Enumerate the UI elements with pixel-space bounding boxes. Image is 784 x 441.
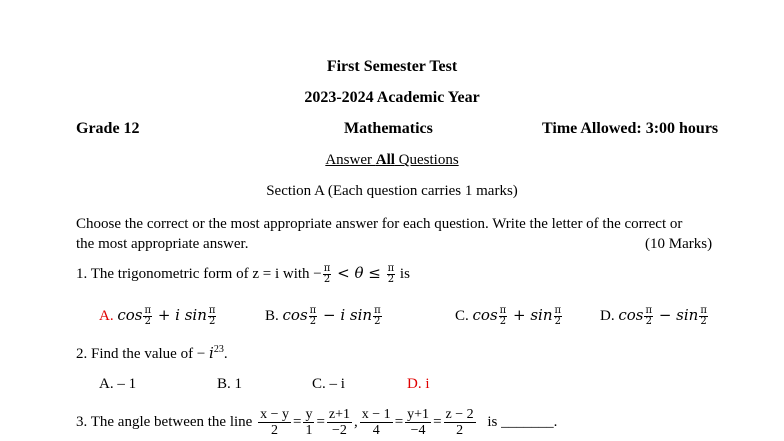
intro-marks: (10 Marks)	[645, 236, 713, 252]
grade-label: Grade 12	[76, 120, 140, 137]
question-2-stem: 2. Find the value of − $i^{23}$.	[76, 344, 228, 362]
q1-option-a-letter: A.	[99, 308, 114, 324]
q3-frac-2: $\frac{y}{1}$	[305, 407, 313, 438]
q3-frac-3: $\frac{z+1}{-2}$	[328, 407, 351, 438]
q2-option-a: A. – 1	[99, 376, 137, 392]
question-1-stem	[76, 264, 410, 285]
instruction-prefix: Answer	[325, 152, 376, 168]
q1-frac-upper: $\frac{\pi}{2}$	[387, 263, 395, 286]
instruction-suffix: Questions	[394, 152, 459, 168]
q1-frac-lower: $\frac{\pi}{2}$	[323, 263, 331, 286]
q1-theta: < θ ≤	[332, 264, 386, 282]
q1-option-b: B. cos $\frac{\pi}{2}$ − i sin $\frac{\pi}{2}$	[265, 305, 381, 328]
subject-label: Mathematics	[344, 120, 433, 137]
instruction	[0, 152, 784, 169]
q3-frac-1: $\frac{x - y}{2}$	[260, 407, 289, 438]
q2-option-b: B. 1	[217, 376, 243, 392]
question-3-stem: 3. The angle between the line $\frac{x - y}{2}$ = $\frac{y}{1}$ = $\frac{z+1}{-2}$ , $\frac{x - 1}{4}$ = $\frac{y+1}{-4}$ = $\frac{z - 2}{2}$ is _______.	[76, 407, 558, 438]
q1-option-a: A. cos $\frac{\pi}{2}$ + i sin $\frac{\pi}{2}$	[99, 305, 216, 328]
q3-frac-6: $\frac{z - 2}{2}$	[445, 407, 474, 438]
time-allowed: Time Allowed: 3:00 hours	[542, 120, 719, 137]
q3-blank: _______.	[501, 413, 558, 430]
instruction-bold: All	[375, 152, 395, 168]
q1-prefix: 1. The trigonometric form of z = i with −	[76, 266, 322, 282]
intro-line-2: the most appropriate answer.	[76, 236, 249, 252]
q2-prefix: 2. Find the value of −	[76, 346, 210, 362]
intro-line-1: Choose the correct or the most appropriate answer for each question. Write the letter of the correct or	[76, 216, 683, 232]
q3-frac-5: $\frac{y+1}{-4}$	[407, 407, 430, 438]
section-heading: Section A (Each question carries 1 marks)	[266, 183, 518, 199]
q1-option-c: C. cos $\frac{\pi}{2}$ + sin $\frac{\pi}{2}$	[455, 305, 562, 328]
q1-option-c-letter: C.	[455, 308, 469, 324]
q2-option-c: C. – i	[312, 376, 345, 392]
q2-option-d: D. i	[407, 376, 430, 392]
q1-option-d-letter: D.	[600, 308, 615, 324]
q1-suffix: is	[396, 266, 410, 282]
q2-exponent: 23	[213, 344, 224, 355]
title: First Semester Test	[326, 58, 458, 75]
q1-option-b-letter: B.	[265, 308, 279, 324]
q1-option-d: D. cos $\frac{\pi}{2}$ − sin $\frac{\pi}{2}$	[600, 305, 707, 328]
q3-frac-4: $\frac{x - 1}{4}$	[361, 407, 391, 438]
q2-base: i	[209, 344, 214, 362]
academic-year: 2023-2024 Academic Year	[304, 89, 480, 106]
q3-prefix: 3. The angle between the line	[76, 413, 253, 430]
q3-is: is	[487, 413, 498, 430]
